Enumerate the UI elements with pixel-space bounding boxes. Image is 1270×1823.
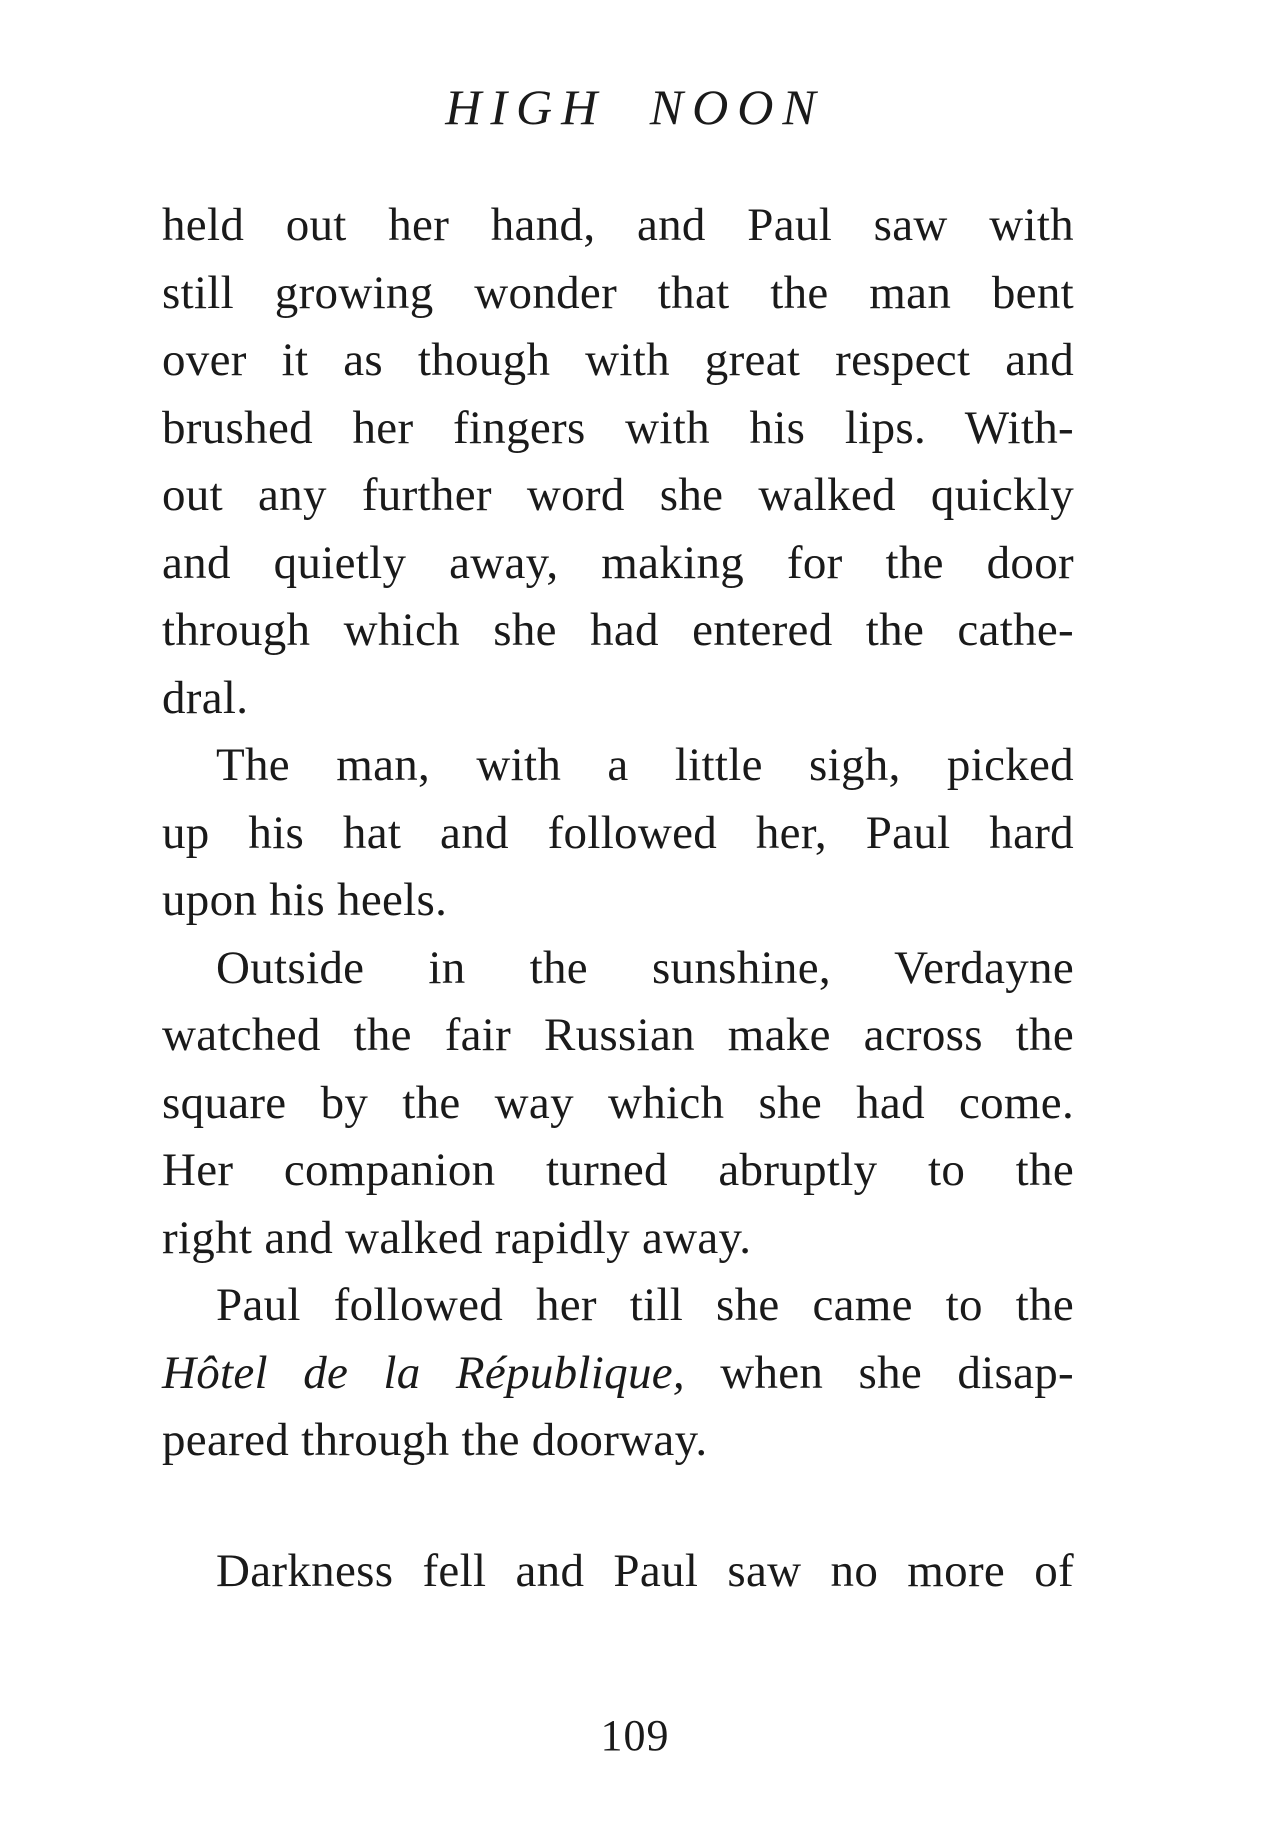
text-line: through which she had entered the cathe-	[162, 604, 1074, 656]
text-line: The man, with a little sigh, picked	[216, 739, 1074, 791]
text-fragment: when she disap-	[684, 1346, 1074, 1399]
text-line	[162, 1340, 1074, 1408]
text-line: Paul followed her till she came to the	[216, 1279, 1074, 1331]
text-line: dral.	[162, 671, 249, 724]
paragraph-2	[162, 732, 1074, 935]
paragraph-4	[162, 1272, 1074, 1475]
text-line: out any further word she walked quickly	[162, 469, 1074, 521]
text-line: peared through the doorway.	[162, 1414, 708, 1466]
text-line: right and walked rapidly away.	[162, 1211, 752, 1264]
text-line: square by the way which she had come.	[162, 1076, 1074, 1129]
text-line: over it as though with great respect and	[162, 334, 1074, 386]
text-line: Her companion turned abruptly to the	[162, 1144, 1074, 1196]
running-head: HIGH NOON	[445, 79, 825, 135]
text-line: Darkness fell and Paul saw no more of	[216, 1544, 1074, 1597]
text-line: Outside in the sunshine, Verdayne	[216, 941, 1074, 994]
text-line: and quietly away, making for the door	[162, 536, 1074, 589]
paragraph-3	[162, 935, 1074, 1273]
text-line: watched the fair Russian make across the	[162, 1009, 1074, 1061]
text-line: up his hat and followed her, Paul hard	[162, 806, 1074, 859]
text-line: brushed her fingers with his lips. With-	[162, 401, 1074, 454]
hotel-name-italic: Hôtel de la République,	[162, 1346, 685, 1399]
body-text	[162, 192, 1074, 1605]
text-line: upon his heels.	[162, 874, 448, 926]
paragraph-5	[162, 1538, 1074, 1606]
paragraph-1	[162, 192, 1074, 732]
text-line: held out her hand, and Paul saw with	[162, 199, 1074, 251]
text-line: still growing wonder that the man bent	[162, 266, 1074, 319]
page-number: 109	[600, 1711, 670, 1760]
